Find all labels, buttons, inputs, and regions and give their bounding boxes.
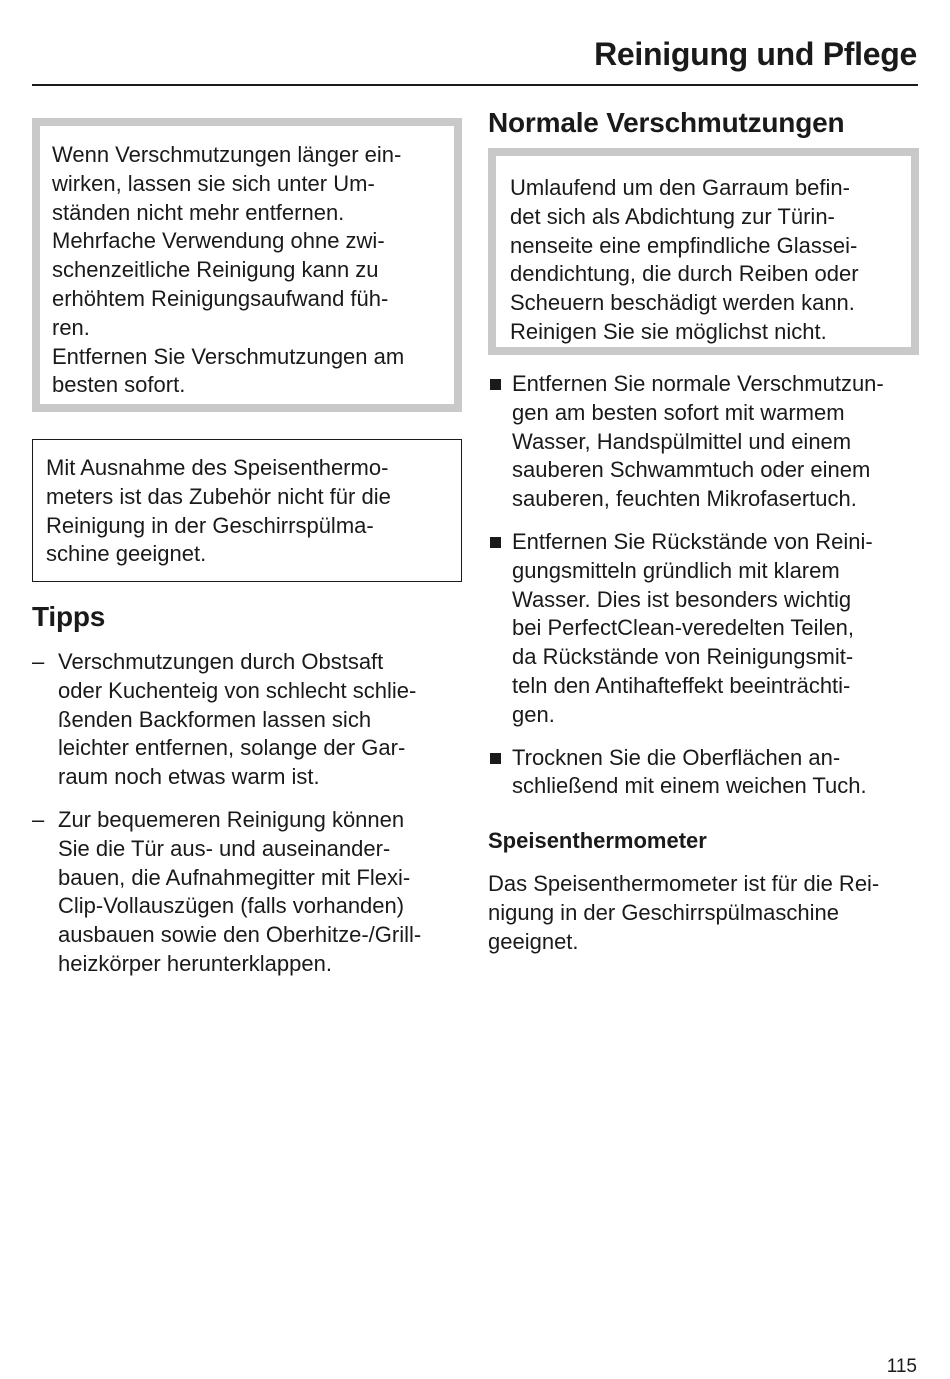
warning-line: ren. bbox=[52, 314, 90, 340]
step-line: gungsmitteln gründlich mit klarem bbox=[512, 557, 840, 583]
list-item bbox=[488, 744, 919, 802]
note-line: schine geeignet. bbox=[46, 541, 207, 567]
square-bullet-icon bbox=[490, 379, 501, 390]
tip-line: oder Kuchenteig von schlecht schlie- bbox=[58, 677, 417, 703]
warning-line: erhöhtem Reinigungsaufwand füh- bbox=[52, 285, 389, 311]
square-bullet-icon bbox=[490, 537, 501, 548]
warning-box-soiling bbox=[32, 118, 462, 412]
page-number: 115 bbox=[886, 1356, 917, 1377]
list-item bbox=[488, 370, 919, 514]
thermometer-paragraph bbox=[488, 870, 919, 956]
step-line: Entfernen Sie normale Verschmutzun- bbox=[512, 371, 884, 396]
tip-line: leichter entfernen, solange der Gar- bbox=[58, 735, 406, 761]
note-line: meters ist das Zubehör nicht für die bbox=[46, 483, 391, 509]
thermometer-line: Das Speisenthermometer ist für die Rei- bbox=[488, 871, 880, 896]
step-line: Wasser. Dies ist besonders wichtig bbox=[512, 586, 852, 612]
thermometer-line: nigung in der Geschirrspülmaschine bbox=[488, 899, 839, 925]
normal-soiling-heading: Normale Verschmutzungen bbox=[488, 107, 845, 138]
note-box-accessories bbox=[32, 439, 462, 582]
step-line: sauberen Schwammtuch oder einem bbox=[512, 457, 871, 483]
square-bullet-icon bbox=[490, 753, 501, 764]
dash-bullet: – bbox=[32, 649, 45, 674]
tip-line: Zur bequemeren Reinigung können bbox=[58, 806, 405, 832]
tip-line: bauen, die Aufnahmegitter mit Flexi- bbox=[58, 864, 411, 890]
step-line: teln den Antihafteffekt beeinträchti- bbox=[512, 672, 851, 698]
warning-line: schenzeitliche Reinigung kann zu bbox=[52, 257, 379, 283]
thermometer-line: geeignet. bbox=[488, 928, 579, 954]
tip-line: ßenden Backformen lassen sich bbox=[58, 706, 372, 732]
step-line: Entfernen Sie Rückstände von Reini- bbox=[512, 528, 873, 554]
warning-line: besten sofort. bbox=[52, 372, 186, 398]
warning-line: Mehrfache Verwendung ohne zwi- bbox=[52, 228, 385, 254]
step-line: bei PerfectClean-veredelten Teilen, bbox=[512, 615, 855, 641]
tips-list bbox=[32, 648, 462, 979]
step-line: gen am besten sofort mit warmem bbox=[512, 399, 845, 425]
warning-line: Wenn Verschmutzungen länger ein- bbox=[52, 142, 402, 167]
warning-line: nenseite eine empfindliche Glassei- bbox=[510, 232, 858, 258]
warning-line: dendichtung, die durch Reiben oder bbox=[510, 261, 859, 287]
warning-line: det sich als Abdichtung zur Türin- bbox=[510, 203, 835, 229]
list-item bbox=[32, 648, 462, 792]
step-line: schließend mit einem weichen Tuch. bbox=[512, 773, 867, 799]
page-title: Reinigung und Pflege bbox=[594, 36, 917, 72]
dash-bullet: – bbox=[32, 806, 45, 832]
step-line: gen. bbox=[512, 701, 555, 727]
note-line: Mit Ausnahme des Speisenthermo- bbox=[46, 455, 389, 480]
warning-line: Reinigen Sie sie möglichst nicht. bbox=[510, 318, 827, 344]
note-line: Reinigung in der Geschirrspülma- bbox=[46, 512, 374, 538]
tip-line: Sie die Tür aus- und auseinander- bbox=[58, 835, 391, 861]
tip-line: raum noch etwas warm ist. bbox=[58, 764, 320, 790]
list-item bbox=[32, 806, 462, 979]
header-divider bbox=[32, 84, 918, 86]
list-item bbox=[488, 528, 919, 730]
step-line: Trocknen Sie die Oberflächen an- bbox=[512, 744, 841, 770]
step-line: Wasser, Handspülmittel und einem bbox=[512, 428, 852, 454]
warning-line: ständen nicht mehr entfernen. bbox=[52, 199, 345, 225]
step-line: sauberen, feuchten Mikrofasertuch. bbox=[512, 486, 857, 512]
step-line: da Rückstände von Reinigungsmit- bbox=[512, 644, 854, 670]
cleaning-steps-list bbox=[488, 370, 919, 801]
warning-line: Umlaufend um den Garraum befin- bbox=[510, 175, 850, 200]
thermometer-subheading: Speisenthermometer bbox=[488, 828, 707, 853]
warning-box-seal bbox=[488, 148, 919, 355]
tip-line: Verschmutzungen durch Obstsaft bbox=[58, 649, 384, 674]
warning-line: wirken, lassen sie sich unter Um- bbox=[52, 170, 375, 196]
tip-line: ausbauen sowie den Oberhitze-/Grill- bbox=[58, 922, 422, 948]
tips-heading: Tipps bbox=[32, 601, 106, 632]
warning-line: Scheuern beschädigt werden kann. bbox=[510, 290, 855, 316]
warning-line: Entfernen Sie Verschmutzungen am bbox=[52, 343, 405, 369]
tip-line: Clip-Vollauszügen (falls vorhanden) bbox=[58, 893, 405, 919]
tip-line: heizkörper herunterklappen. bbox=[58, 950, 332, 976]
